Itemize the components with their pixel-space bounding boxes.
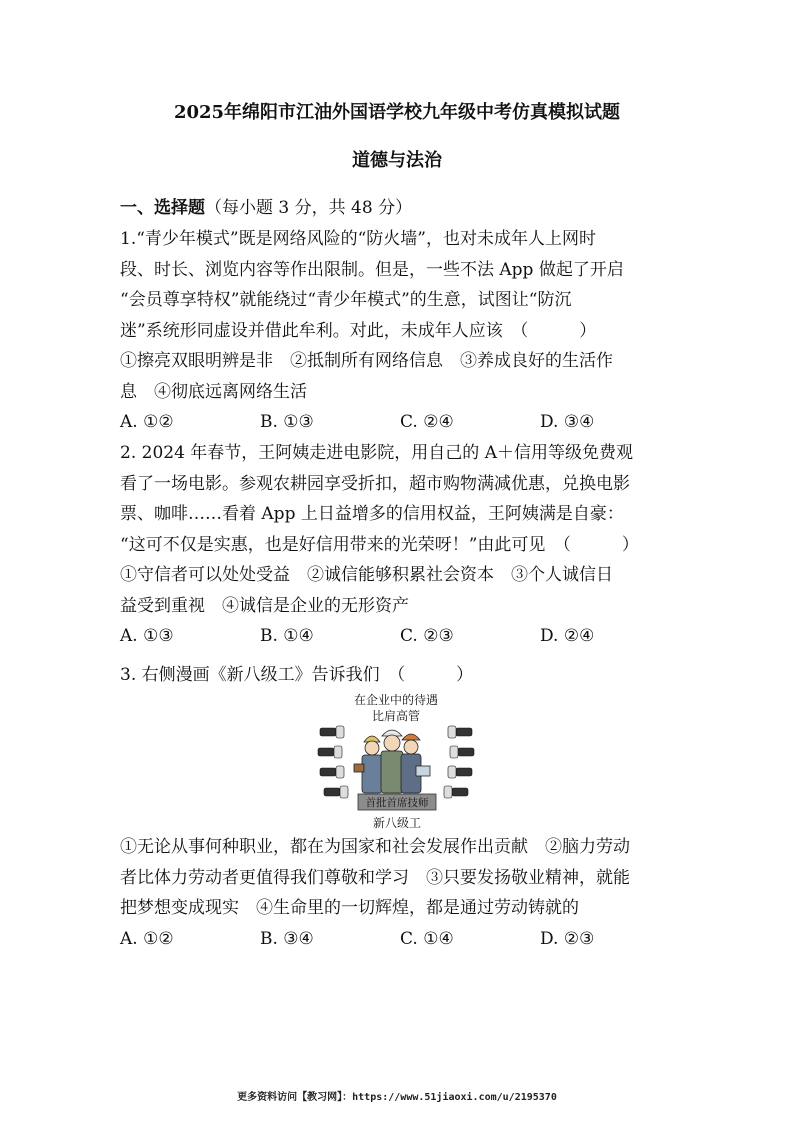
question-line: 3. 右侧漫画《新八级工》告诉我们 （ ） (120, 665, 474, 685)
question-line: 票、咖啡……看着 App 上日益增多的信用权益，王阿姨满是自豪： (120, 504, 624, 524)
question-line: “会员尊享特权”就能绕过“青少年模式”的生意，试图让“防沉 (120, 290, 572, 310)
option-d: D. ②③ (540, 928, 595, 949)
thumbs-up-icon (444, 726, 474, 798)
question-1 (120, 224, 680, 438)
option-d: D. ③④ (540, 412, 595, 432)
option-b: B. ③④ (260, 928, 314, 949)
comic-caption-top-2: 比肩高管 (371, 709, 421, 723)
footer-link[interactable]: 更多资料访问【教习网】：https://www.51jiaoxi.com/u/2195370 (237, 1092, 557, 1103)
question-3-choices (120, 832, 680, 954)
answer-options (120, 924, 680, 955)
option-a: A. ①③ (120, 626, 174, 646)
section-score-note: （每小题 3 分，共 48 分） (205, 198, 413, 218)
thumbs-up-icon (318, 726, 348, 798)
option-b: B. ①④ (260, 626, 314, 646)
section-heading (120, 193, 412, 218)
choice-line: ①守信者可以处处受益 ②诚信能够积累社会资本 ③个人诚信日 (120, 565, 613, 585)
question-line: 迷”系统形同虚设并借此牟利。对此，未成年人应该 （ ） (120, 320, 597, 341)
comic-caption-bottom: 新八级工 (372, 816, 422, 830)
choice-line: ①擦亮双眼明辨是非 ②抵制所有网络信息 ③养成良好的生活作 (120, 351, 613, 371)
question-line: 看了一场电影。参观农耕园享受折扣，超市购物满减优惠，兑换电影 (120, 473, 630, 494)
option-a: A. ①② (120, 928, 174, 949)
option-b: B. ①③ (260, 412, 314, 432)
choice-line: ①无论从事何种职业，都在为国家和社会发展作出贡献 ②脑力劳动 (120, 837, 630, 857)
option-a: A. ①② (120, 412, 174, 432)
question-line: “这可不仅是实惠，也是好信用带来的光荣呀！”由此可见 （ ） (120, 534, 639, 555)
choice-line: 把梦想变成现实 ④生命里的一切辉煌，都是通过劳动铸就的 (120, 898, 579, 918)
question-2 (120, 438, 680, 652)
choice-line: 息 ④彻底远离网络生活 (120, 381, 307, 402)
option-c: C. ②③ (400, 626, 454, 646)
comic-banner-text: 首批首席技师 (365, 797, 429, 809)
subject-title: 道德与法治 (352, 150, 442, 171)
exam-title: 2025年绵阳市江油外国语学校九年级中考仿真模拟试题 (173, 102, 621, 123)
option-d: D. ②④ (540, 626, 595, 646)
comic-caption-top-1: 在企业中的待遇 (353, 693, 439, 707)
option-c: C. ②④ (400, 412, 454, 432)
workers-figure (354, 730, 430, 793)
choice-line: 者比体力劳动者更值得我们尊敬和学习 ③只要发扬敬业精神，就能 (120, 867, 630, 888)
question-line: 2. 2024 年春节，王阿姨走进电影院，用自己的 A＋信用等级免费观 (120, 443, 633, 463)
comic-new-eighth-grade-worker (316, 690, 476, 832)
question-line: 1.“青少年模式”既是网络风险的“防火墙”，也对未成年人上网时 (120, 229, 596, 249)
answer-options (120, 407, 680, 438)
choice-line: 益受到重视 ④诚信是企业的无形资产 (120, 595, 409, 616)
question-line: 段、时长、浏览内容等作出限制。但是，一些不法 App 做起了开启 (120, 259, 624, 280)
section-heading-label: 一、选择题 (120, 198, 205, 218)
question-3-stem (120, 660, 680, 691)
answer-options (120, 621, 680, 652)
option-c: C. ①④ (400, 928, 454, 949)
